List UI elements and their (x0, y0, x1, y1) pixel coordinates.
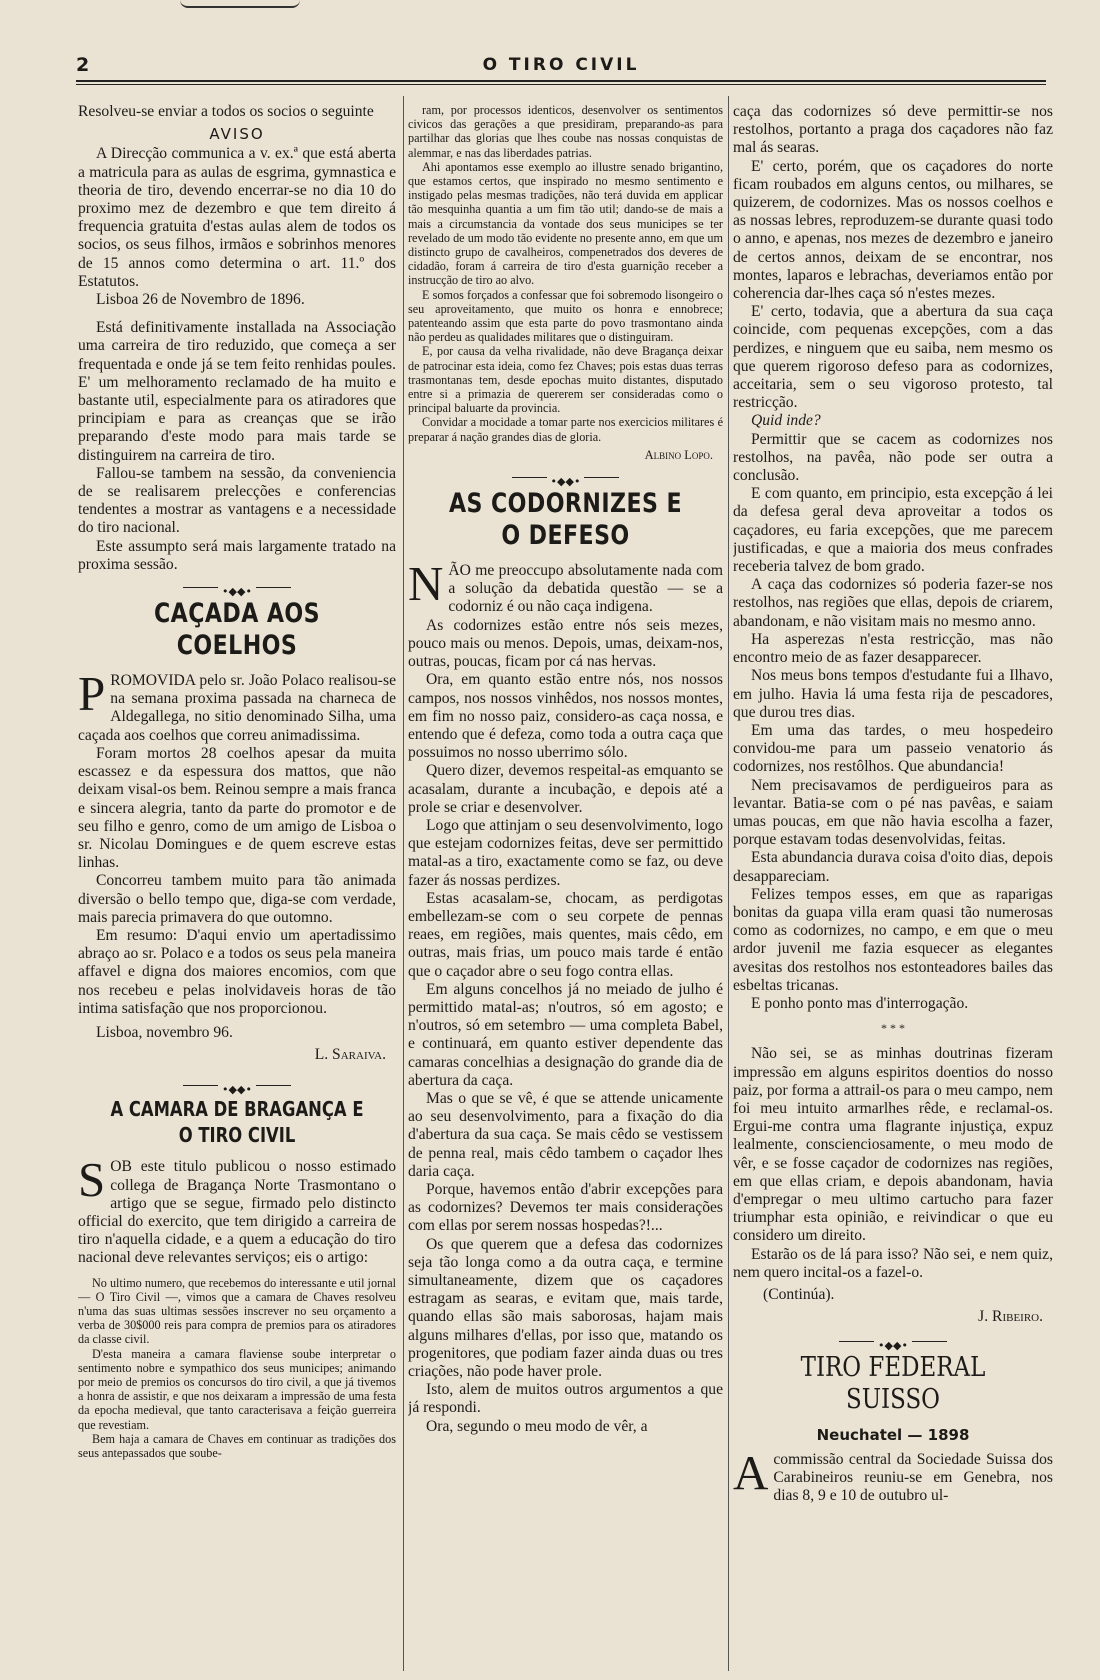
paragraph: A caça das codornizes só poderia fazer-se nos restolhos, nas regiões que ellas, depois de criarem, abandonam, e não visitam mais no mesmo anno. (733, 576, 1053, 630)
paragraph: Concorreu tambem muito para tão animada diversão o bello tempo que, diga-se com verdade, mais parecia primavera do que outomno. (78, 872, 396, 926)
column-2 (408, 103, 723, 1673)
paragraph: NÃO me preoccupo absolutamente nada com a solução da debatida questão — se a codorniz é ou não caça indigena. (408, 556, 723, 616)
section-stars: * * * (881, 1021, 905, 1036)
paragraph: Ora, em quanto estão entre nós, nos nossos campos, nos nossos vinhêdos, nos nossos montes, em fim no nosso paiz, considero-as caça nossa, e entendo que é defeza, como toda a outra caça que possuimos no nosso uberrimo sólo. (408, 671, 723, 762)
paragraph: A Direcção communica a v. ex.ª que está aberta a matricula para as aulas de esgrima, gymnastica e theoria de tiro, devendo encerrar-se no dia 10 do proximo mez de dezembro e que tem direito á frequencia gratuita d'estas aulas alem de todos os socios, os seus filhos, irmãos e sobrinhos menores de 15 annos como determina o art. 11.º dos Estatutos. (78, 145, 396, 290)
paragraph: As codornizes estão entre nós seis mezes, pouco mais ou menos. Depois, umas, deixam-nos, outras, poucas, ficam por cá nas hervas. (408, 616, 723, 671)
paragraph: Fallou-se tambem na sessão, da conveniencia de se realisarem prelecções e conferencias tendentes a mostrar as vantagens e a necessidade do tiro nacional. (78, 464, 396, 537)
article-subtitle: Neuchatel — 1898 (816, 1426, 970, 1445)
article-title: TIRO FEDERAL SUISSO (800, 1352, 986, 1416)
section-ornament: •◆◆• (78, 582, 396, 592)
article-title: A CAMARA DE BRAGANÇA E O TIRO CIVIL (110, 1097, 364, 1148)
paragraph: Mas o que se vê, é que se attende unicamente ao seu desenvolvimento, para a fixação do dia d'abertura da sua caça. Se mais cêdo se vestissem de penna real, mais cêdo tambem o caçador lhes daria caça. (408, 1089, 723, 1180)
column-1 (78, 103, 396, 1673)
paragraph: Logo que attinjam o seu desenvolvimento, logo que estejam codornizes feitas, deve ser permittido matal-as a tiro, exactamente como se faz, ou deve fazer ás nossas perdizes. (408, 816, 723, 889)
paragraph: Em alguns concelhos já no meiado de julho é permittido matal-as; n'outros, só em agosto; e n'outros, só em setembro — uma completa Babel, e continuará, em quanto estiver dependente das camaras concelhias a designação do grande dia de abertura da caça. (408, 980, 723, 1089)
paragraph: SOB este titulo publicou o nosso estimado collega de Bragança Norte Trasmontano o artigo que se segue, firmado pelo distincto official do exercito, que tem dirigido a carreira de tiro n'aquella cidade, e a quem a educação do tiro nacional deve relevantes serviços; eis o artigo: (78, 1152, 396, 1267)
paragraph: Quero dizer, devemos respeital-as emquanto se acasalam, durante a incubação, e depois até a prole se criar e desenvolver. (408, 762, 723, 816)
paragraph: E' certo, porém, que os caçadores do norte ficam roubados em alguns centos, ou milhares, se quizerem, de codornizes. Mas os nossos coelhos e as nossas lebres, reproduzem-se durante quasi todo o anno, e apenas, nos mezes de dezembro e janeiro de certos annos, deixam de se encontrar, nos montes, laparos e lebrachas, deveriamos então por coherencia dar-lhes caça só n'estes mezes. (733, 157, 1053, 303)
signature: L. Saraiva. (314, 1046, 386, 1064)
paragraph: E ponho ponto mas d'interrogação. (751, 994, 969, 1012)
paragraph: Resolveu-se enviar a todos os socios o seguinte (78, 103, 374, 120)
paragraph: Estarão os de lá para isso? Não sei, e nem quiz, nem quero incital-os a fazel-o. (733, 1245, 1053, 1281)
paragraph: Felizes tempos esses, em que as raparigas bonitas da guapa villa eram quasi tão numerosas como as codornizes, no campo, e em que o meu ardor juvenil me fazia esquecer as elegantes avesitas dos restolhos nos estonteadores bailes das esbeltas tricanas. (733, 885, 1053, 994)
section-ornament: •◆◆• (733, 1336, 1053, 1346)
paragraph: Porque, havemos então d'abrir excepções para as codornizes? Devemos ter mais considerações com ellas por serem nossas hospedas?!... (408, 1180, 723, 1235)
section-ornament: •◆◆• (408, 472, 723, 482)
paragraph: Em resumo: D'aqui envio um apertadissimo abraço ao sr. Polaco e a todos os seus pela maneira affavel e digna dos maiores encomios, com que nos recebeu e pelas inolvidaveis horas de tão intima satisfação que nos proporcionou. (78, 926, 396, 1017)
paragraph: Permittir que se cacem as codornizes nos restolhos, na pavêa, não pode ser outra a conclusão. (733, 430, 1053, 485)
aviso-title: AVISO (209, 125, 265, 144)
paragraph: Está definitivamente installada na Associação uma carreira de tiro reduzido, que começa a ser frequentada e onde já se tem feito renhidas poules. E' um melhoramento reclamado de ha muito e bastante util, especialmente para os atiradores que principiam e para as creanças que se irão preparando d'este modo para mais tarde se distinguirem na carreira de tiro. (78, 319, 396, 464)
drop-cap: A (733, 1444, 769, 1500)
date-line: Lisboa, novembro 96. (96, 1023, 233, 1041)
quoted-paragraph: Convidar a mocidade a tomar parte nos exercicios militares é preparar á nação grandes dias de gloria. (408, 415, 723, 444)
paragraph: Esta abundancia durava coisa d'oito dias, depois desappareciam. (733, 849, 1053, 885)
paragraph: PROMOVIDA pelo sr. João Polaco realisou-se na semana proxima passada na charneca de Aldegallega, no sitio denominado Silha, uma caçada aos coelhos que correu animadissima. (78, 666, 396, 744)
paragraph: Não sei, se as minhas doutrinas fizeram impressão em alguns espiritos doentios do nosso paiz, por forma a attrail-os para o meu campo, nem foi meu intuito armarlhes rêde, e reclamal-os. Ergui-me contra uma flagrante injustiça, expuz lealmente, conscienciosamente, o meu modo de vêr, e se fosse caçador de codornizes nas regiões, em que ellas criam, e depois abandonam, havia d'empregar o meu ultimo cartucho para fazer triumphar esta opinião, e reivindicar o que eu considero um direito. (733, 1045, 1053, 1245)
paragraph: Isto, alem de muitos outros argumentos a que já respondi. (408, 1381, 723, 1417)
paragraph: Em uma das tardes, o meu hospedeiro convidou-me para um passeio venatorio ás codornizes, nos restôlhos. Que abundancia! (733, 721, 1053, 776)
quoted-paragraph: ram, por processos identicos, desenvolver os sentimentos civicos das gerações a que presidiram, preparando-as para partilhar das glorias que lhes coube nas nossas conquistas de alemmar, e nas das liberdades patrias. (408, 103, 723, 160)
quoted-paragraph: E, por causa da velha rivalidade, não deve Bragança deixar de patrocinar esta ideia, como fez Chaves; pois estas duas terras trasmontanas tem, desde epochas muito distantes, disputado entre si a primazia de quererem ser consideradas como o principal baluarte da provincia. (408, 344, 723, 416)
article-title: CAÇADA AOS COELHOS (154, 598, 320, 662)
paragraph: E' certo, todavia, que a abertura da sua caça coincide, com pequenas excepções, com a das perdizes, e ninguem que eu saiba, nem mesmo os que querem rigoroso defeso para as codornizes, acceitaria, sem o seu vigoroso protesto, tal restricção. (733, 303, 1053, 412)
column-divider (403, 96, 404, 1671)
paragraph: Foram mortos 28 coelhos apesar da muita escassez e da espessura dos mattos, que não deixam visal-os bem. Reinou sempre a mais franca e sincera alegria, tanto da parte do promotor e de seu filho e genro, como de um amigo de Lisboa o sr. Nicolau Domingues e de quem escreve estas linhas. (78, 744, 396, 872)
paragraph: Acommissão central da Sociedade Suissa dos Carabineiros reuniu-se em Genebra, nos dias 8, 9 e 10 de outubro ul- (733, 1444, 1053, 1505)
paragraph: Nem precisavamos de perdigueiros para as levantar. Batia-se com o pé nas pavêas, e saiam umas poucas, em que não havia escolha a fazer, porque estavam todas desenvolvidas, feitas. (733, 776, 1053, 849)
page-header (76, 54, 1046, 94)
section-ornament: •◆◆• (78, 1080, 396, 1090)
quoted-paragraph: Ahi apontamos esse exemplo ao illustre senado brigantino, que estamos certos, que inspirado no mesmo sentimento e instigado pelas mesmas tradições, não terá duvida em applicar tão mesquinha quantia a um fim tão util; dando-se de mais a mais a circumstancia da vontade dos seus municipes se ter revelado de um modo tão evidente no presente anno, em que um distincto grupo de cavalheiros, compenetrados dos deveres de cidadão, foram á carreira de tiro d'esta guarnição receber a instrucção de tiro ao alvo. (408, 159, 723, 288)
column-divider (728, 96, 729, 1671)
drop-cap: P (78, 666, 106, 722)
date-line: Lisboa 26 de Novembro de 1896. (96, 291, 305, 309)
drop-cap: S (78, 1152, 106, 1208)
header-rule-thin (76, 84, 1046, 85)
quoted-paragraph: E somos forçados a confessar que foi sobremodo lisongeiro o seu aproveitamento, que muito os honra e ennobrece; patenteando assim que esta parte do povo trasmontano ainda não perdeu as qualidades militares que o distinguiram. (408, 287, 723, 345)
page-number: 2 (76, 54, 90, 76)
paragraph: E com quanto, em principio, esta excepção á lei da defesa geral deva aproveitar a todos os caçadores, eu faria excepções, que me parecem justificadas, e que a maioria dos meus confrades receberia talvez de bom grado. (733, 485, 1053, 576)
paragraph: Ora, segundo o meu modo de vêr, a (426, 1417, 648, 1435)
paragraph: Os que querem que a defesa das codornizes seja tão longa como a da outra caça, e termine simultaneamente, dizem que os caçadores estragam as searas, e evitam que, mais tarde, quando ellas são mais saborosas, hajam mais alguns milhares d'ellas, por isso que, matando os progenitores, que podiam fazer ainda duas ou tres criações, não pode haver prole. (408, 1235, 723, 1381)
signature: Albino Lopo. (644, 447, 713, 462)
paragraph: caça das codornizes só deve permittir-se nos restolhos, portanto a praga dos caçadores não faz mal ás searas. (733, 103, 1053, 157)
print-mark (180, 0, 300, 8)
header-rule (76, 80, 1046, 82)
article-title: AS CODORNIZES E O DEFESO (449, 488, 682, 552)
paragraph: Ha asperezas n'esta restricção, mas não encontro meio de as fazer desapparecer. (733, 630, 1053, 667)
quoted-paragraph: D'esta maneira a camara flaviense soube interpretar o sentimento nobre e sympathico dos seus municipes; animando por meio de premios os concursos do tiro civil, a que já tivemos a honra de assistir, e que nos deixaram a impressão de uma festa da epocha medieval, que tanto caracterisava a feição guerreira que revestiam. (78, 1346, 396, 1432)
signature: J. Ribeiro. (978, 1308, 1043, 1326)
paragraph: Quid inde? (751, 412, 821, 430)
drop-cap: N (408, 556, 444, 612)
masthead: O TIRO CIVIL (482, 55, 640, 75)
paragraph: Este assumpto será mais largamente tratado na proxima sessão. (78, 537, 396, 573)
paragraph: Nos meus bons tempos d'estudante fui a Ilhavo, em julho. Havia lá uma festa rija de pescadores, que durou tres dias. (733, 667, 1053, 721)
column-3 (733, 103, 1053, 1673)
continuation-note: (Continúa). (763, 1286, 835, 1303)
quoted-paragraph: Bem haja a camara de Chaves em continuar as tradições dos seus antepassados que soube- (78, 1431, 396, 1460)
paragraph: Estas acasalam-se, chocam, as perdigotas embellezam-se com o seu corpete de pennas reaes, em regiões, mais quentes, mais cêdo, em outras, mais frias, um pouco mais tarde é então que o caçador abre o seu fogo contra ellas. (408, 889, 723, 980)
quoted-paragraph: No ultimo numero, que recebemos do interessante e util jornal — O Tiro Civil —, vimos que a camara de Chaves resolveu n'uma das suas ultimas sessões inscrever no seu orçamento a verba de 30$000 reis para compra de premios para os atiradores da classe civil. (78, 1275, 396, 1347)
